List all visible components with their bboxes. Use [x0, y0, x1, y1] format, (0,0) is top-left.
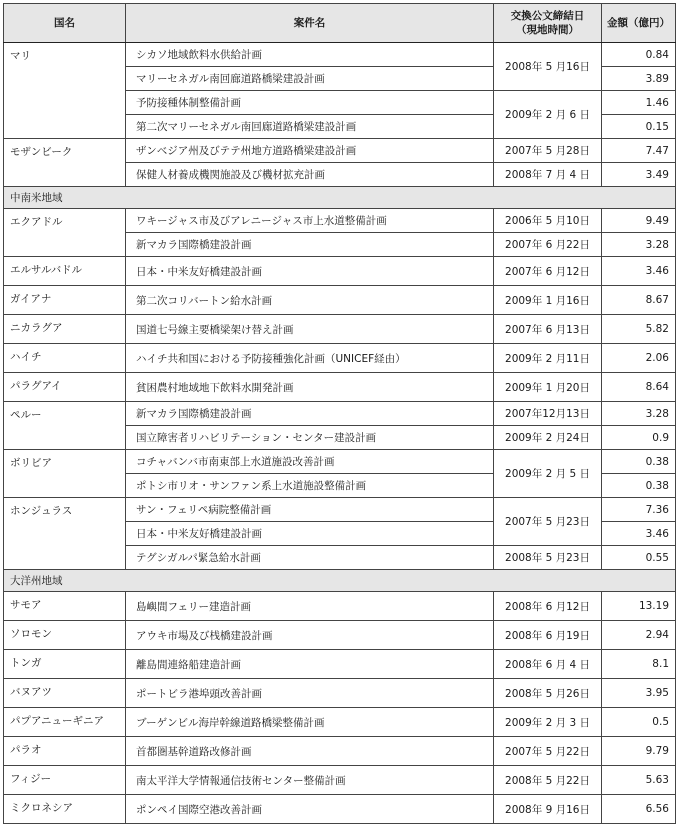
amount-cell: 3.49: [602, 163, 676, 187]
amount-cell: 8.67: [602, 286, 676, 315]
amount-cell: 0.55: [602, 546, 676, 570]
country-cell: エルサルバドル: [4, 257, 126, 286]
table-row: [4, 737, 676, 766]
project-cell: 国道七号線主要橋梁架け替え計画: [126, 315, 494, 344]
country-cell: ソロモン: [4, 621, 126, 650]
table-row: [4, 621, 676, 650]
column-header-amount: 金額（億円）: [602, 4, 676, 43]
date-cell: 2009年 2 月 6 日: [494, 91, 602, 139]
country-cell: バヌアツ: [4, 679, 126, 708]
project-cell: アウキ市場及び桟橋建設計画: [126, 621, 494, 650]
amount-cell: 0.84: [602, 43, 676, 67]
project-cell: 島嶼間フェリー建造計画: [126, 592, 494, 621]
date-cell: 2008年 6 月12日: [494, 592, 602, 621]
table-row: [4, 402, 676, 426]
amount-cell: 7.36: [602, 498, 676, 522]
date-cell: 2007年12月13日: [494, 402, 602, 426]
project-cell: 国立障害者リハビリテーション・センター建設計画: [126, 426, 494, 450]
project-cell: ハイチ共和国における予防接種強化計画（UNICEF経由）: [126, 344, 494, 373]
amount-cell: 8.64: [602, 373, 676, 402]
country-cell: ペルー: [4, 402, 126, 450]
country-cell: ハイチ: [4, 344, 126, 373]
date-cell: 2008年 6 月19日: [494, 621, 602, 650]
country-cell: ボリビア: [4, 450, 126, 498]
country-cell: ニカラグア: [4, 315, 126, 344]
amount-cell: 6.56: [602, 795, 676, 824]
table-row: [4, 650, 676, 679]
country-cell: マリ: [4, 43, 126, 139]
project-cell: 日本・中米友好橋建設計画: [126, 257, 494, 286]
amount-cell: 8.1: [602, 650, 676, 679]
amount-cell: 3.46: [602, 257, 676, 286]
country-cell: ミクロネシア: [4, 795, 126, 824]
column-header-date-line1: 交換公文締結日: [510, 10, 585, 22]
project-cell: ポトシ市リオ・サンファン系上水道施設整備計画: [126, 474, 494, 498]
project-cell: 日本・中米友好橋建設計画: [126, 522, 494, 546]
date-cell: 2009年 2 月24日: [494, 426, 602, 450]
date-cell: 2007年 6 月13日: [494, 315, 602, 344]
table-row: [4, 344, 676, 373]
project-cell: マリーセネガル南回廊道路橋梁建設計画: [126, 67, 494, 91]
country-cell: フィジー: [4, 766, 126, 795]
table-header-row: [4, 4, 676, 43]
project-cell: ワキージャス市及びアレニージャス市上水道整備計画: [126, 209, 494, 233]
amount-cell: 3.28: [602, 402, 676, 426]
country-cell: パラオ: [4, 737, 126, 766]
table-row: [4, 450, 676, 474]
date-cell: 2009年 2 月11日: [494, 344, 602, 373]
amount-cell: 9.49: [602, 209, 676, 233]
project-cell: ザンベジア州及びテテ州地方道路橋梁建設計画: [126, 139, 494, 163]
region-header-row: [4, 187, 676, 209]
amount-cell: 13.19: [602, 592, 676, 621]
project-cell: 首都圏基幹道路改修計画: [126, 737, 494, 766]
amount-cell: 3.46: [602, 522, 676, 546]
date-cell: 2007年 5 月28日: [494, 139, 602, 163]
country-cell: トンガ: [4, 650, 126, 679]
grant-aid-table-container: [3, 3, 676, 824]
date-cell: 2009年 1 月20日: [494, 373, 602, 402]
table-row: [4, 139, 676, 163]
column-header-date: [494, 4, 602, 43]
country-cell: エクアドル: [4, 209, 126, 257]
region-label: 大洋州地域: [4, 570, 676, 592]
column-header-project: 案件名: [126, 4, 494, 43]
project-cell: 南太平洋大学情報通信技術センター整備計画: [126, 766, 494, 795]
table-row: [4, 286, 676, 315]
project-cell: シカソ地域飲料水供給計画: [126, 43, 494, 67]
column-header-country: 国名: [4, 4, 126, 43]
project-cell: ポートビラ港埠頭改善計画: [126, 679, 494, 708]
country-cell: ホンジュラス: [4, 498, 126, 570]
table-row: [4, 766, 676, 795]
table-row: [4, 592, 676, 621]
date-cell: 2008年 9 月16日: [494, 795, 602, 824]
table-row: [4, 708, 676, 737]
table-row: [4, 679, 676, 708]
amount-cell: 2.94: [602, 621, 676, 650]
amount-cell: 7.47: [602, 139, 676, 163]
project-cell: ブーゲンビル海岸幹線道路橋梁整備計画: [126, 708, 494, 737]
project-cell: コチャバンバ市南東部上水道施設改善計画: [126, 450, 494, 474]
region-header-row: [4, 570, 676, 592]
date-cell: 2006年 5 月10日: [494, 209, 602, 233]
amount-cell: 0.9: [602, 426, 676, 450]
country-cell: パプアニューギニア: [4, 708, 126, 737]
country-cell: パラグアイ: [4, 373, 126, 402]
table-row: [4, 43, 676, 67]
amount-cell: 0.15: [602, 115, 676, 139]
project-cell: 予防接種体制整備計画: [126, 91, 494, 115]
amount-cell: 3.95: [602, 679, 676, 708]
table-body: [4, 43, 676, 824]
table-row: [4, 498, 676, 522]
grant-aid-table: [3, 3, 676, 824]
date-cell: 2008年 7 月 4 日: [494, 163, 602, 187]
project-cell: 新マカラ国際橋建設計画: [126, 402, 494, 426]
date-cell: 2008年 5 月23日: [494, 546, 602, 570]
project-cell: サン・フェリペ病院整備計画: [126, 498, 494, 522]
project-cell: 新マカラ国際橋建設計画: [126, 233, 494, 257]
amount-cell: 2.06: [602, 344, 676, 373]
amount-cell: 0.5: [602, 708, 676, 737]
project-cell: 保健人材養成機関施設及び機材拡充計画: [126, 163, 494, 187]
date-cell: 2009年 1 月16日: [494, 286, 602, 315]
date-cell: 2009年 2 月 3 日: [494, 708, 602, 737]
country-cell: サモア: [4, 592, 126, 621]
project-cell: 第二次コリバートン給水計画: [126, 286, 494, 315]
country-cell: モザンビーク: [4, 139, 126, 187]
table-row: [4, 795, 676, 824]
date-cell: 2007年 5 月22日: [494, 737, 602, 766]
amount-cell: 3.28: [602, 233, 676, 257]
amount-cell: 5.82: [602, 315, 676, 344]
country-cell: ガイアナ: [4, 286, 126, 315]
amount-cell: 9.79: [602, 737, 676, 766]
project-cell: ポンペイ国際空港改善計画: [126, 795, 494, 824]
date-cell: 2007年 6 月22日: [494, 233, 602, 257]
date-cell: 2008年 5 月22日: [494, 766, 602, 795]
project-cell: 離島間連絡船建造計画: [126, 650, 494, 679]
date-cell: 2008年 5 月26日: [494, 679, 602, 708]
amount-cell: 1.46: [602, 91, 676, 115]
date-cell: 2009年 2 月 5 日: [494, 450, 602, 498]
amount-cell: 0.38: [602, 474, 676, 498]
date-cell: 2008年 6 月 4 日: [494, 650, 602, 679]
table-row: [4, 209, 676, 233]
region-label: 中南米地域: [4, 187, 676, 209]
project-cell: 貧困農村地域地下飲料水開発計画: [126, 373, 494, 402]
amount-cell: 5.63: [602, 766, 676, 795]
date-cell: 2008年 5 月16日: [494, 43, 602, 91]
date-cell: 2007年 6 月12日: [494, 257, 602, 286]
project-cell: 第二次マリーセネガル南回廊道路橋梁建設計画: [126, 115, 494, 139]
amount-cell: 3.89: [602, 67, 676, 91]
table-row: [4, 315, 676, 344]
column-header-date-line2: （現地時間）: [516, 24, 579, 36]
table-row: [4, 257, 676, 286]
table-row: [4, 373, 676, 402]
date-cell: 2007年 5 月23日: [494, 498, 602, 546]
amount-cell: 0.38: [602, 450, 676, 474]
project-cell: テグシガルパ緊急給水計画: [126, 546, 494, 570]
